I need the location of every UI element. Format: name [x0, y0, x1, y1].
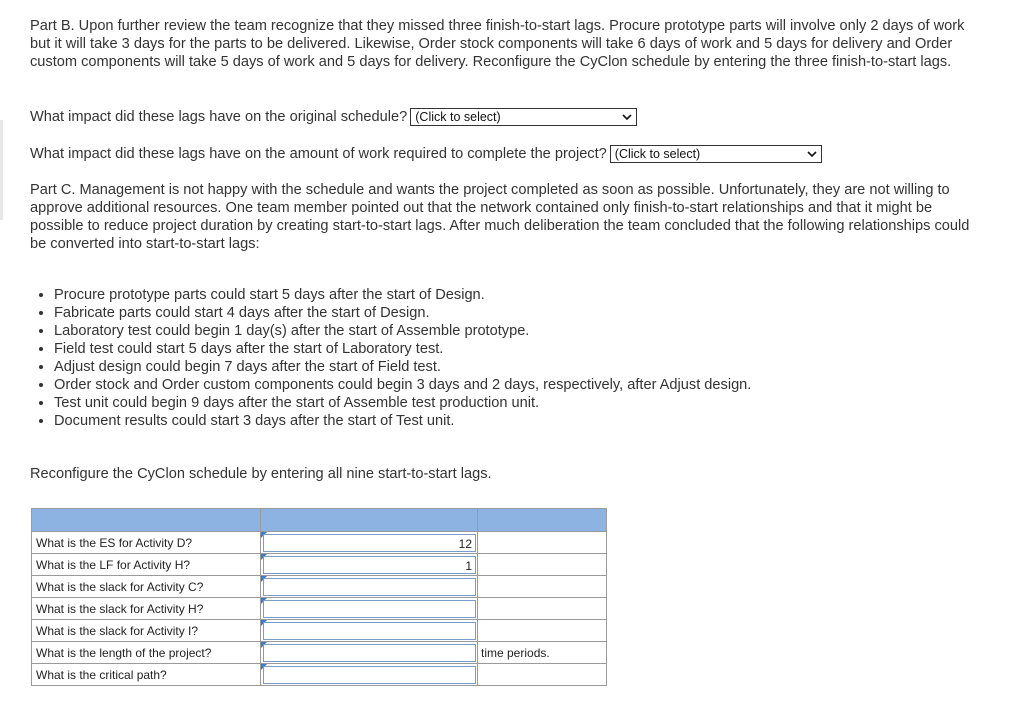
list-item: • Adjust design could begin 7 days after the start of Field test.	[54, 358, 751, 376]
unit-cell	[478, 576, 607, 598]
table-header-row	[32, 509, 607, 532]
table-row	[32, 532, 607, 554]
table-row	[32, 554, 607, 576]
list-item: • Field test could start 5 days after the start of Laboratory test.	[54, 340, 751, 358]
answer-input-project-length[interactable]	[263, 644, 476, 662]
question-cell: What is the length of the project?	[32, 642, 261, 664]
unit-cell	[478, 620, 607, 642]
part-c-text: Part C. Management is not happy with the schedule and wants the project completed as soon as possible. Unfortunately, they are not willing to approve additional resources. One team member pointed out that the network contained only finish-to-start relationships and that it might be possible to reduce project duration by creating start-to-start lags. After much deliberation the team concluded that the following relationships could be converted into start-to-start lags:	[30, 182, 970, 252]
questions-table	[31, 508, 607, 686]
table-row	[32, 664, 607, 686]
question-work-impact	[30, 145, 822, 163]
question-cell: What is the slack for Activity I?	[32, 620, 261, 642]
unit-cell: time periods.	[478, 642, 607, 664]
unit-cell	[478, 664, 607, 686]
work-impact-select[interactable]	[610, 145, 822, 163]
select-value: (Click to select)	[415, 110, 501, 124]
schedule-impact-select[interactable]	[410, 108, 637, 126]
unit-cell	[478, 532, 607, 554]
lag-list	[30, 286, 751, 430]
chevron-down-icon	[622, 112, 632, 122]
list-item: • Fabricate parts could start 4 days after the start of Design.	[54, 304, 751, 322]
select-value: (Click to select)	[614, 147, 701, 161]
question-label: What impact did these lags have on the amount of work required to complete the project?	[30, 146, 607, 162]
unit-cell	[478, 554, 607, 576]
answer-input-slack-i[interactable]	[263, 622, 476, 640]
unit-cell	[478, 598, 607, 620]
list-item: • Order stock and Order custom components could begin 3 days and 2 days, respectively, after Adjust design.	[54, 376, 751, 394]
list-item: • Procure prototype parts could start 5 days after the start of Design.	[54, 286, 751, 304]
list-item: • Test unit could begin 9 days after the start of Assemble test production unit.	[54, 394, 751, 412]
list-item: • Document results could start 3 days after the start of Test unit.	[54, 412, 751, 430]
question-cell: What is the ES for Activity D?	[32, 532, 261, 554]
question-cell: What is the critical path?	[32, 664, 261, 686]
table-row	[32, 642, 607, 664]
table-row	[32, 620, 607, 642]
question-cell: What is the LF for Activity H?	[32, 554, 261, 576]
question-cell: What is the slack for Activity C?	[32, 576, 261, 598]
answer-input-critical-path[interactable]	[263, 666, 476, 684]
answer-input-slack-c[interactable]	[263, 578, 476, 596]
question-schedule-impact	[30, 108, 637, 126]
question-cell: What is the slack for Activity H?	[32, 598, 261, 620]
question-label: What impact did these lags have on the original schedule?	[30, 109, 408, 125]
chevron-down-icon	[807, 149, 817, 159]
part-c-instruction: Reconfigure the CyClon schedule by entering all nine start-to-start lags.	[30, 466, 492, 482]
list-item: • Laboratory test could begin 1 day(s) after the start of Assemble prototype.	[54, 322, 751, 340]
table-row	[32, 598, 607, 620]
answer-input-es-d[interactable]: 12	[263, 534, 476, 552]
table-row	[32, 576, 607, 598]
left-accent-bar	[0, 120, 3, 220]
answer-input-lf-h[interactable]: 1	[263, 556, 476, 574]
answer-input-slack-h[interactable]	[263, 600, 476, 618]
part-b-text: Part B. Upon further review the team recognize that they missed three finish-to-start lags. Procure prototype parts will involve only 2 days of work but it will take 3 days for the parts to be delivered. Likewise, Order stock components will take 6 days of work and 5 days for delivery and Order custom components will take 5 days of work and 5 days for delivery. Reconfigure the CyClon schedule by entering the three finish-to-start lags.	[30, 18, 965, 70]
